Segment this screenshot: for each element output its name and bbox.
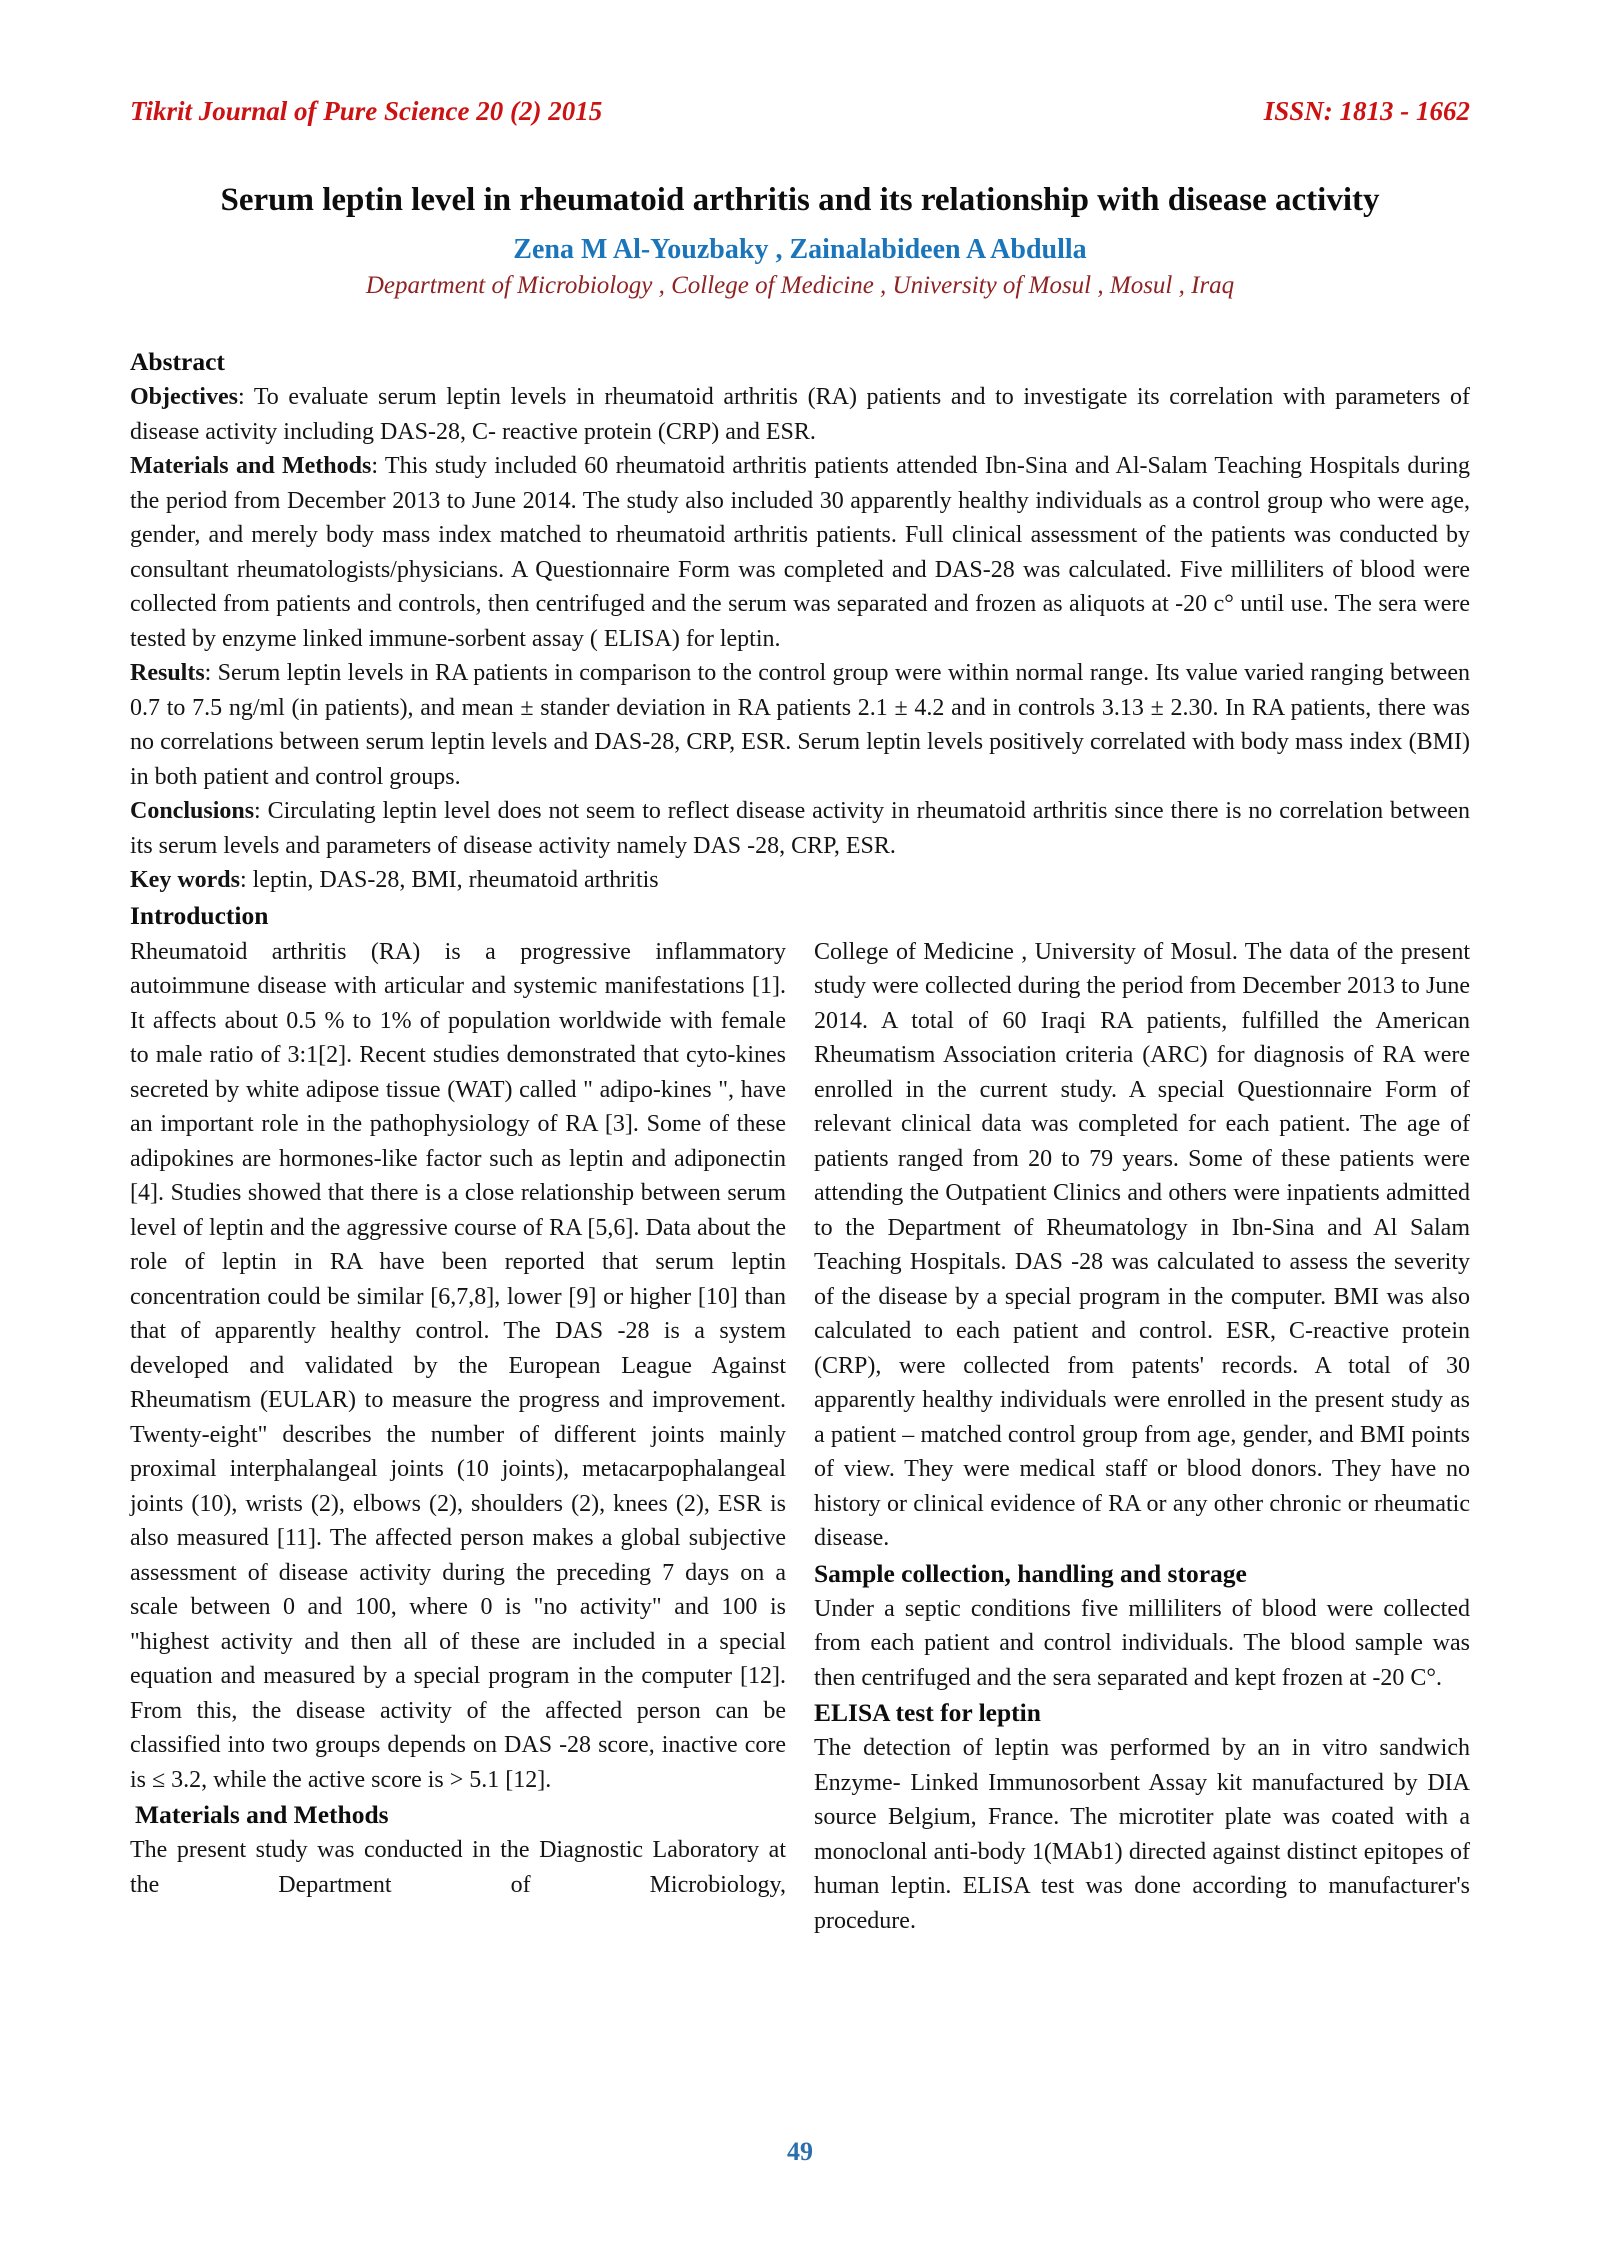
- abstract-keywords-label: Key words: [130, 867, 240, 894]
- elisa-heading: ELISA test for leptin: [814, 1698, 1041, 1728]
- sample-collection-paragraph: Under a septic conditions five milliliters of blood were collected from each patient and control individuals. The blood sample was then centrifuged and the sera separated and kept frozen at -20 C°.: [814, 1595, 1470, 1691]
- abstract-results-label: Results: [130, 660, 205, 687]
- introduction-heading: Introduction: [130, 900, 269, 930]
- paper-title: Serum leptin level in rheumatoid arthritis and its relationship with disease activity: [220, 182, 1380, 218]
- title-block: [130, 127, 1470, 300]
- journal-issn: ISSN: 1813 - 1662: [1263, 96, 1470, 126]
- abstract-objectives-label: Objectives: [130, 384, 238, 411]
- abstract-results: [130, 656, 1470, 794]
- abstract-keywords: [130, 863, 1470, 898]
- abstract-conclusions: [130, 794, 1470, 863]
- materials-methods-right-paragraph: College of Medicine , University of Mosul. The data of the present study were collected during the period from December 2013 to June 2014. A total of 60 Iraqi RA patients, fulfilled the American Rheumatism Association criteria (ARC) for diagnosis of RA were enrolled in the current study. A special Questionnaire Form of relevant clinical data was completed for each patient. The age of patients ranged from 20 to 79 years. Some of these patients were attending the Outpatient Clinics and others were inpatients admitted to the Department of Rheumatology in Ibn-Sina and Al Salam Teaching Hospitals. DAS -28 was calculated to assess the severity of the disease by a special program in the computer. BMI was also calculated to each patient and control. ESR, C-reactive protein (CRP), were collected from patents' records. A total of 30 apparently healthy individuals were enrolled in the present study as a patient – matched control group from age, gender, and BMI points of view. They were medical staff or blood donors. They have no history or clinical evidence of RA or any other chronic or rheumatic disease.: [814, 938, 1470, 1552]
- paper-authors: Zena M Al-Youzbaky , Zainalabideen A Abdulla: [513, 234, 1087, 266]
- abstract-materials-label: Materials and Methods: [130, 453, 372, 480]
- abstract-results-text: : Serum leptin levels in RA patients in comparison to the control group were within normal range. Its value varied ranging between 0.7 to 7.5 ng/ml (in patients), and mean ± stander deviation in RA patients 2.1 ± 4.2 and in controls 3.13 ± 2.30. In RA patients, there was no correlations between serum leptin levels and DAS-28, CRP, ESR. Serum leptin levels positively correlated with body mass index (BMI) in both patient and control groups.: [130, 660, 1470, 790]
- abstract-heading: Abstract: [130, 347, 225, 377]
- abstract-section: [130, 344, 1470, 898]
- page-number: 49: [787, 2137, 813, 2166]
- abstract-keywords-text: : leptin, DAS-28, BMI, rheumatoid arthritis: [240, 867, 659, 894]
- abstract-conclusions-label: Conclusions: [130, 798, 255, 825]
- page-header: [130, 96, 1470, 127]
- right-column: [814, 935, 1470, 1939]
- two-column-body: [130, 935, 1470, 1939]
- abstract-conclusions-text: : Circulating leptin level does not seem to reflect disease activity in rheumatoid arthritis since there is no correlation between its serum levels and parameters of disease activity namely DAS -28, CRP, ESR.: [130, 798, 1470, 859]
- journal-name: Tikrit Journal of Pure Science 20 (2) 2015: [130, 96, 603, 126]
- elisa-paragraph: The detection of leptin was performed by an in vitro sandwich Enzyme- Linked Immunosorbent Assay kit manufactured by DIA source Belgium, France. The microtiter plate was coated with a monoclonal anti-body 1(MAb1) directed against distinct epitopes of human leptin. ELISA test was done according to manufacturer's procedure.: [814, 1735, 1470, 1934]
- abstract-materials: [130, 449, 1470, 656]
- left-column: [130, 935, 786, 1939]
- abstract-objectives-text: : To evaluate serum leptin levels in rheumatoid arthritis (RA) patients and to investigate its correlation with parameters of disease activity including DAS-28, C- reactive protein (CRP) and ESR.: [130, 384, 1470, 445]
- abstract-materials-text: : This study included 60 rheumatoid arthritis patients attended Ibn-Sina and Al-Salam Teaching Hospitals during the period from December 2013 to June 2014. The study also included 30 apparently healthy individuals as a control group who were age, gender, and merely body mass index matched to rheumatoid arthritis patients. Full clinical assessment of the patients was conducted by consultant rheumatologists/physicians. A Questionnaire Form was completed and DAS-28 was calculated. Five milliliters of blood were collected from patients and controls, then centrifuged and the serum was separated and frozen as aliquots at -20 c° until use. The sera were tested by enzyme linked immune-sorbent assay ( ELISA) for leptin.: [130, 453, 1471, 652]
- materials-methods-left-paragraph: The present study was conducted in the Diagnostic Laboratory at the Department of Microbiology,: [130, 1837, 786, 1898]
- introduction-paragraph: Rheumatoid arthritis (RA) is a progressive inflammatory autoimmune disease with articular and systemic manifestations [1]. It affects about 0.5 % to 1% of population worldwide with female to male ratio of 3:1[2]. Recent studies demonstrated that cyto-kines secreted by white adipose tissue (WAT) called " adipo-kines ", have an important role in the pathophysiology of RA [3]. Some of these adipokines are hormones-like factor such as leptin and adiponectin [4]. Studies showed that there is a close relationship between serum level of leptin and the aggressive course of RA [5,6]. Data about the role of leptin in RA have been reported that serum leptin concentration could be similar [6,7,8], lower [9] or higher [10] than that of apparently healthy control. The DAS -28 is a system developed and validated by the European League Against Rheumatism (EULAR) to measure the progress and improvement. Twenty-eight" describes the number of different joints mainly proximal interphalangeal joints (10 joints), metacarpophalangeal joints (10), wrists (2), elbows (2), shoulders (2), knees (2), ESR is also measured [11]. The affected person makes a global subjective assessment of disease activity during the preceding 7 days on a scale between 0 and 100, where 0 is "no activity" and 100 is "highest activity and then all of these are included in a special equation and measured by a special program in the computer [12]. From this, the disease activity of the affected person can be classified into two groups depends on DAS -28 score, inactive core is ≤ 3.2, while the active score is > 5.1 [12].: [130, 938, 786, 1793]
- sample-collection-heading: Sample collection, handling and storage: [814, 1558, 1247, 1588]
- abstract-objectives: [130, 380, 1470, 449]
- materials-methods-heading: Materials and Methods: [135, 1800, 389, 1830]
- paper-affiliation: Department of Microbiology , College of Medicine , University of Mosul , Mosul , Iraq: [365, 272, 1235, 300]
